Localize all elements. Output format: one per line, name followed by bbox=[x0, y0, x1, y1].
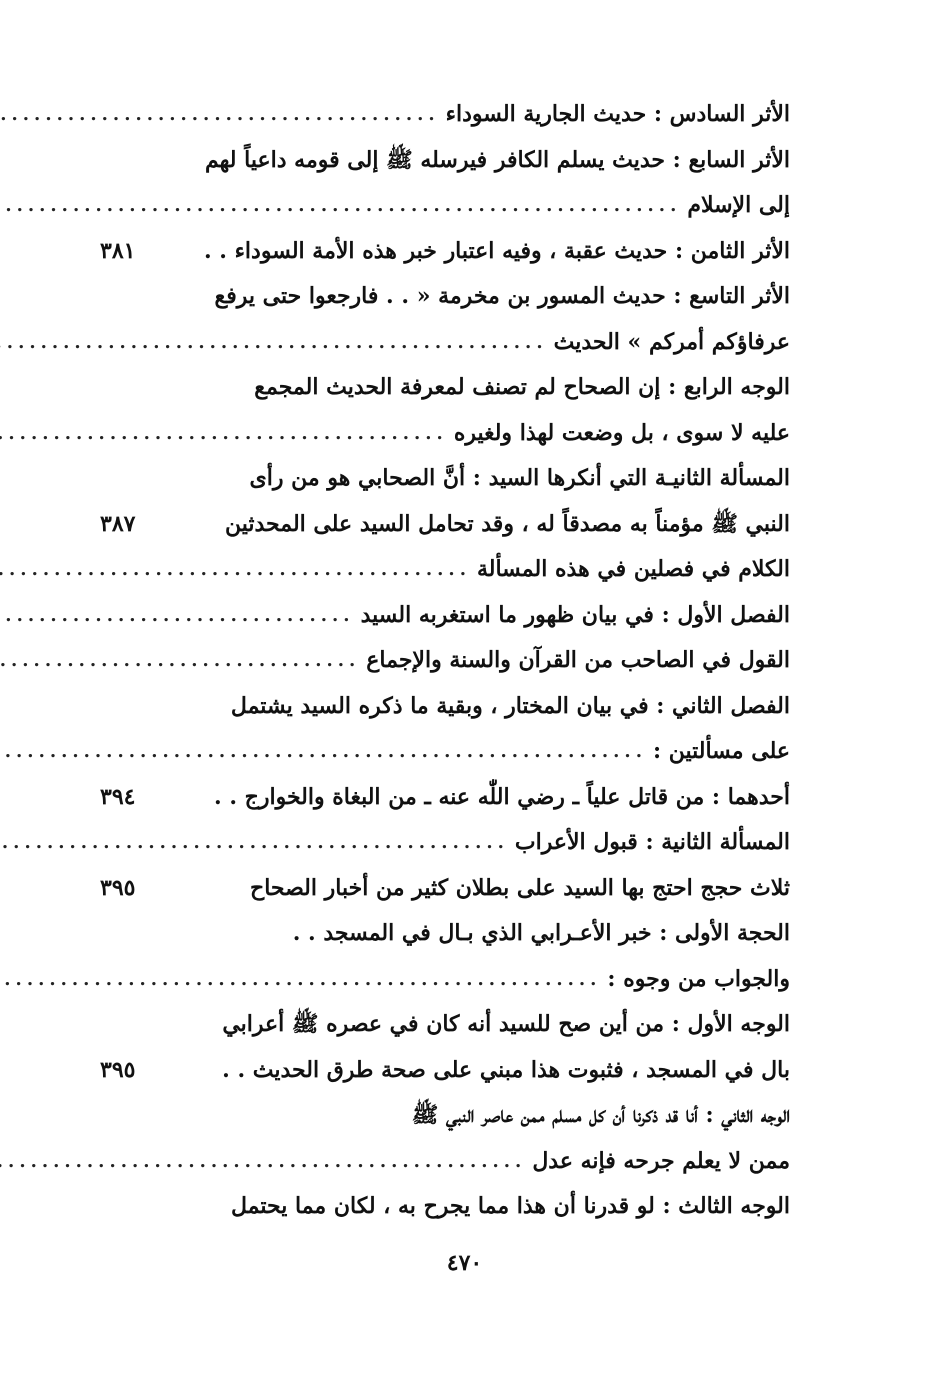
toc-row-11 bbox=[100, 547, 790, 593]
toc-entry-text: الكلام في فصلين في هذه المسألة bbox=[476, 556, 790, 582]
toc-row-8 bbox=[100, 411, 790, 457]
toc-row-19 bbox=[100, 911, 790, 957]
toc-entry-text: بال في المسجد ، فثبوت هذا مبني على صحة طرق الحديث . . bbox=[222, 1056, 790, 1083]
leader-dots bbox=[0, 593, 361, 639]
toc-row-7 bbox=[100, 365, 790, 411]
leader-dots bbox=[0, 547, 477, 593]
toc-entry-text: ثلاث حجج احتج بها السيد على بطلان كثير من أخبار الصحاح bbox=[250, 874, 790, 901]
toc-row-25 bbox=[100, 1184, 790, 1230]
toc-page-number: ٣٩٥ bbox=[100, 1056, 136, 1083]
toc-entry-text: الأثر السابع : حديث يسلم الكافر فيرسله ﷺ إلى قومه داعياً لهم bbox=[205, 146, 790, 173]
leader-dots bbox=[0, 638, 366, 684]
toc-page-number: ٣٨٧ bbox=[100, 510, 136, 537]
toc-entry-text: المسألة الثانية : قبول الأعراب bbox=[514, 829, 790, 855]
toc-entry-text: والجواب من وجوه : bbox=[607, 965, 790, 992]
table-of-contents bbox=[100, 92, 790, 1230]
toc-row-18 bbox=[100, 866, 790, 912]
leader-dots bbox=[0, 183, 687, 229]
toc-entry-text: الفصل الأول : في بيان ظهور ما استغربه السيد bbox=[360, 601, 790, 628]
toc-entry-text: الوجه الثاني : أنا قد ذكرنا أن كل مسلم ممن عاصر النبي ﷺ bbox=[411, 1102, 790, 1128]
toc-row-20 bbox=[100, 957, 790, 1003]
leader-dots bbox=[0, 92, 446, 138]
toc-entry-text: الوجه الثالث : لو قدرنا أن هذا مما يجرح به ، لكان مما يحتمل bbox=[231, 1193, 790, 1219]
toc-page-number: ٣٩٥ bbox=[100, 874, 136, 901]
toc-entry-text: عرفاؤكم أمركم » الحديث bbox=[553, 328, 790, 355]
toc-row-24 bbox=[100, 1139, 790, 1185]
toc-page-number: ٣٩٤ bbox=[100, 783, 136, 810]
toc-row-21 bbox=[100, 1002, 790, 1048]
toc-entry-text: الأثر الثامن : حديث عقبة ، وفيه اعتبار خبر هذه الأمة السوداء . . bbox=[203, 237, 790, 264]
toc-entry-text: أحدهما : من قاتل علياً ـ رضي اللّٰه عنه ـ من البغاة والخوارج . . bbox=[214, 783, 790, 810]
toc-row-4 bbox=[100, 229, 790, 275]
leader-dots bbox=[0, 729, 653, 775]
toc-row-6 bbox=[100, 320, 790, 366]
toc-row-3 bbox=[100, 183, 790, 229]
toc-row-5 bbox=[100, 274, 790, 320]
toc-entry-text: القول في الصاحب من القرآن والسنة والإجماع bbox=[366, 647, 790, 673]
leader-dots bbox=[0, 411, 454, 457]
toc-row-22 bbox=[100, 1048, 790, 1094]
leader-dots bbox=[0, 1139, 532, 1185]
toc-entry-text: الوجه الرابع : إن الصحاح لم تصنف لمعرفة الحديث المجمع bbox=[254, 374, 790, 400]
toc-row-2 bbox=[100, 138, 790, 184]
toc-entry-text: الفصل الثاني : في بيان المختار ، وبقية ما ذكره السيد يشتمل bbox=[230, 692, 790, 719]
leader-dots bbox=[0, 957, 607, 1003]
toc-entry-text: الأثر السادس : حديث الجارية السوداء bbox=[445, 101, 790, 127]
toc-row-12 bbox=[100, 593, 790, 639]
toc-entry-text: عليه لا سوى ، بل وضعت لهذا ولغيره bbox=[453, 419, 790, 446]
toc-entry-text: الحجة الأولى : خبر الأعـرابي الذي بـال في المسجد . . bbox=[292, 920, 790, 946]
toc-row-23 bbox=[100, 1093, 790, 1139]
toc-entry-text: الأثر التاسع : حديث المسور بن مخرمة « . . فارجعوا حتى يرفع bbox=[214, 283, 790, 309]
toc-entry-text: المسألة الثانيـة التي أنكرها السيد : أنَّ الصحابي هو من رأى bbox=[249, 465, 790, 491]
toc-row-13 bbox=[100, 638, 790, 684]
toc-row-14 bbox=[100, 684, 790, 730]
leader-dots bbox=[0, 820, 515, 866]
toc-row-9 bbox=[100, 456, 790, 502]
toc-entry-text: إلى الإسلام bbox=[687, 192, 790, 218]
toc-row-17 bbox=[100, 820, 790, 866]
toc-row-10 bbox=[100, 502, 790, 548]
toc-page-number: ٣٨١ bbox=[100, 237, 136, 264]
page-number: ٤٧٠ bbox=[446, 1250, 483, 1276]
toc-row-1 bbox=[100, 92, 790, 138]
toc-entry-text: النبي ﷺ مؤمناً به مصدقاً له ، وقد تحامل السيد على المحدثين bbox=[224, 510, 790, 537]
toc-entry-text: على مسألتين : bbox=[652, 738, 790, 764]
toc-entry-text: ممن لا يعلم جرحه فإنه عدل bbox=[532, 1147, 790, 1174]
leader-dots bbox=[0, 320, 554, 366]
toc-row-16 bbox=[100, 775, 790, 821]
toc-entry-text: الوجه الأول : من أين صح للسيد أنه كان في عصره ﷺ أعرابي bbox=[222, 1011, 790, 1037]
toc-row-15 bbox=[100, 729, 790, 775]
